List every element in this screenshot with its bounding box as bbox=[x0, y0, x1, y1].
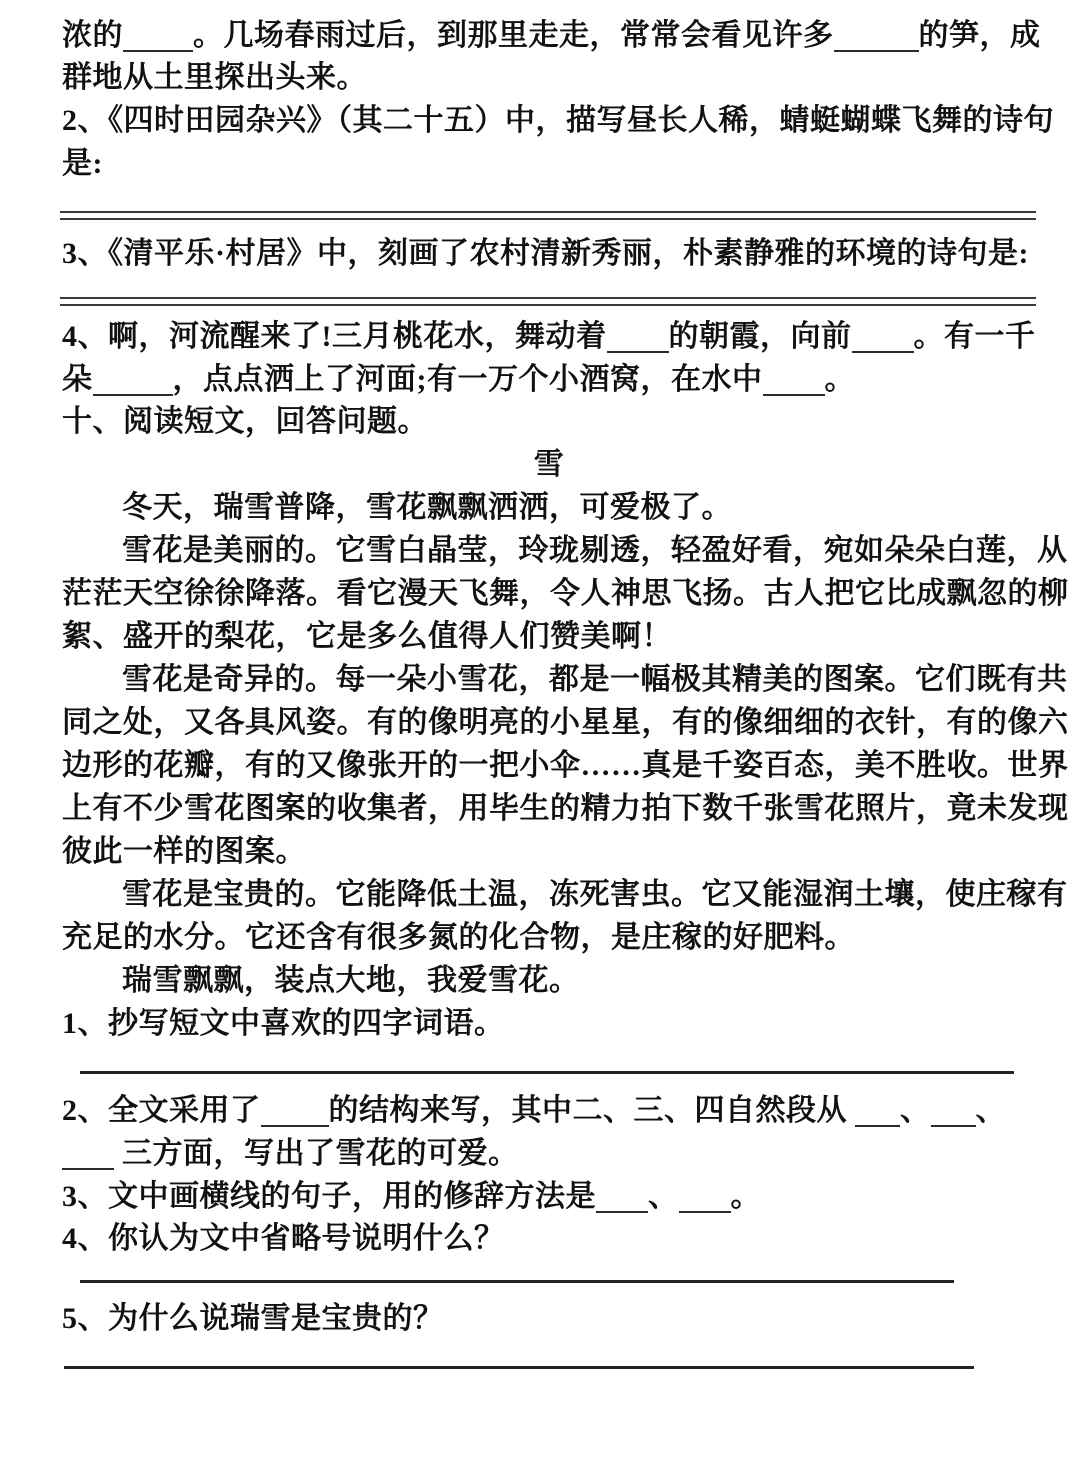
text-segment: 。 bbox=[824, 363, 855, 396]
answer-blank bbox=[855, 1095, 900, 1127]
text-segment: 。几场春雨过后，到那里走走，常常会看见许多 bbox=[193, 19, 834, 52]
passage-para2-line2: 茫茫天空徐徐降落。看它漫天飞舞，令人神思飞扬。古人把它比成飘忽的柳 bbox=[62, 577, 1069, 610]
passage-para3-line4: 上有不少雪花图案的收集者，用毕生的精力拍下数千张雪花照片，竟未发现 bbox=[62, 792, 1069, 825]
text-segment: 。有一千 bbox=[913, 320, 1036, 353]
comprehension-q3 bbox=[62, 1174, 1036, 1217]
answer-blank bbox=[852, 321, 914, 353]
answer-blank bbox=[763, 364, 825, 396]
comprehension-q2-line2 bbox=[62, 1131, 1036, 1174]
passage-para4-line2: 充足的水分。它还含有很多氮的化合物，是庄稼的好肥料。 bbox=[62, 921, 855, 954]
text-segment: 三方面，写出了雪花的可爱。 bbox=[114, 1137, 519, 1170]
answer-line bbox=[64, 1366, 974, 1369]
text-segment: 、 bbox=[900, 1094, 931, 1127]
passage-para3-line2: 同之处，又各具风姿。有的像明亮的小星星，有的像细细的衣针，有的像六 bbox=[62, 706, 1069, 739]
passage-para3-line5: 彼此一样的图案。 bbox=[62, 835, 306, 868]
comprehension-q5: 5、为什么说瑞雪是宝贵的？ bbox=[62, 1302, 444, 1335]
answer-line bbox=[80, 1071, 1014, 1074]
answer-line bbox=[60, 211, 1036, 220]
comprehension-q2-line1 bbox=[62, 1088, 1036, 1131]
text-segment: 的笋，成 bbox=[918, 19, 1041, 52]
answer-blank bbox=[607, 321, 669, 353]
question-2-poem-line2: 是: bbox=[62, 147, 103, 180]
passage-para4-line1: 雪花是宝贵的。它能降低土温，冻死害虫。它又能湿润土壤，使庄稼有 bbox=[122, 878, 1068, 911]
question-3-poem: 3、《清平乐·村居》中，刻画了农村清新秀丽，朴素静雅的环境的诗句是: bbox=[62, 237, 1029, 270]
question-2-poem-line1: 2、《四时田园杂兴》（其二十五）中，描写昼长人稀，蜻蜓蝴蝶飞舞的诗句 bbox=[62, 104, 1054, 137]
text-segment: 的结构来写，其中二、三、四自然段从 bbox=[328, 1094, 855, 1127]
question-4-line1 bbox=[62, 314, 1036, 357]
text-segment: 、 bbox=[648, 1180, 679, 1213]
text-segment: 2、全文采用了 bbox=[62, 1094, 261, 1127]
passage-para3-line1: 雪花是奇异的。每一朵小雪花，都是一幅极其精美的图案。它们既有共 bbox=[122, 663, 1068, 696]
passage-para1: 冬天，瑞雪普降，雪花飘飘洒洒，可爱极了。 bbox=[122, 491, 732, 524]
answer-blank bbox=[596, 1181, 648, 1213]
section-heading: 十、阅读短文，回答问题。 bbox=[62, 405, 428, 438]
answer-blank bbox=[931, 1095, 976, 1127]
fill-blank-sentence-line1 bbox=[62, 13, 1041, 56]
passage-para2-line3: 絮、盛开的梨花，它是多么值得人们赞美啊！ bbox=[62, 620, 672, 653]
text-segment: 朵 bbox=[62, 363, 93, 396]
text-segment: 、 bbox=[975, 1094, 1006, 1127]
passage-para5: 瑞雪飘飘，装点大地，我爱雪花。 bbox=[122, 964, 580, 997]
text-segment: 浓的 bbox=[62, 19, 123, 52]
answer-blank bbox=[93, 364, 173, 396]
text-segment: 的朝霞，向前 bbox=[668, 320, 852, 353]
answer-blank bbox=[123, 20, 193, 52]
comprehension-q4: 4、你认为文中省略号说明什么？ bbox=[62, 1222, 505, 1255]
passage-para2-line1: 雪花是美丽的。它雪白晶莹，玲珑剔透，轻盈好看，宛如朵朵白莲，从 bbox=[122, 534, 1068, 567]
comprehension-q1: 1、抄写短文中喜欢的四字词语。 bbox=[62, 1007, 505, 1040]
answer-line bbox=[60, 297, 1036, 306]
text-segment: ，点点洒上了河面;有一万个小酒窝，在水中 bbox=[172, 363, 763, 396]
text-segment: 。 bbox=[730, 1180, 761, 1213]
fill-blank-sentence-line2: 群地从土里探出头来。 bbox=[62, 61, 367, 94]
answer-blank bbox=[261, 1095, 329, 1127]
passage-para3-line3: 边形的花瓣，有的又像张开的一把小伞……真是千姿百态，美不胜收。世界 bbox=[62, 749, 1069, 782]
passage-title: 雪 bbox=[533, 448, 565, 481]
answer-blank bbox=[679, 1181, 731, 1213]
answer-line bbox=[80, 1280, 954, 1283]
question-4-line2 bbox=[62, 357, 1036, 400]
text-segment: 3、文中画横线的句子，用的修辞方法是 bbox=[62, 1180, 596, 1213]
answer-blank bbox=[834, 20, 919, 52]
answer-blank bbox=[62, 1138, 114, 1170]
text-segment: 4、啊，河流醒来了!三月桃花水，舞动着 bbox=[62, 320, 607, 353]
